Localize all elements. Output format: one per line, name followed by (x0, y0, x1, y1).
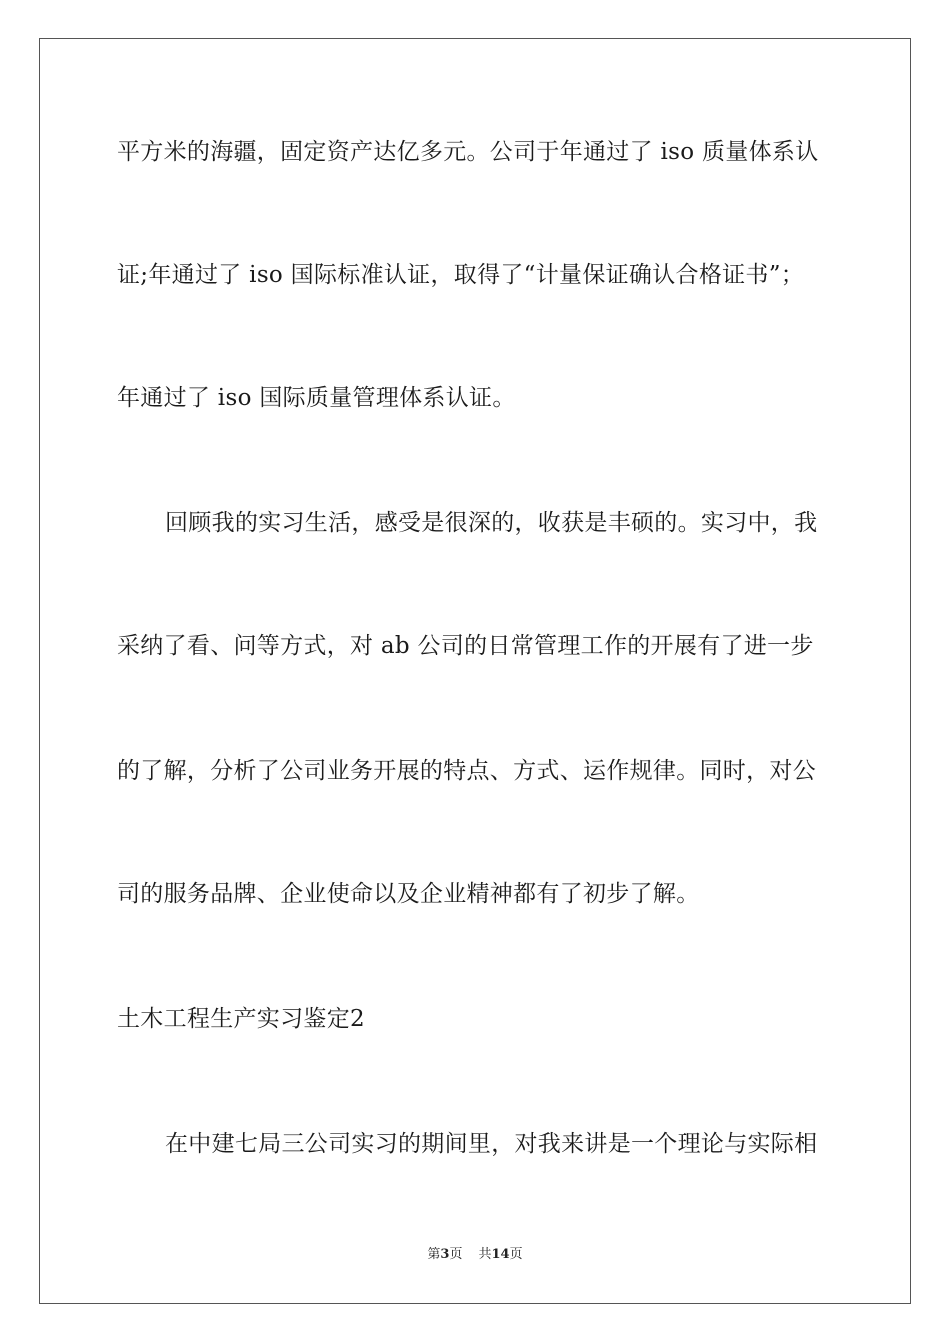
section-heading: 土木工程生产实习鉴定2 (117, 1006, 365, 1032)
total-pages: 14 (491, 1247, 510, 1262)
total-prefix: 共 (478, 1247, 492, 1262)
page-number: 3 (440, 1247, 450, 1262)
body-text-line: 证;年通过了 iso 国际标准认证，取得了“计量保证确认合格证书”； (117, 262, 805, 288)
page-suffix: 页 (449, 1247, 463, 1262)
body-text-line: 平方米的海疆，固定资产达亿多元。公司于年通过了 iso 质量体系认 (117, 139, 819, 165)
page-footer (0, 1247, 950, 1263)
page-prefix: 第 (427, 1247, 441, 1262)
paragraph-first-line: 回顾我的实习生活，感受是很深的，收获是丰硕的。实习中，我 (165, 510, 818, 536)
body-text-line: 司的服务品牌、企业使命以及企业精神都有了初步了解。 (117, 881, 700, 907)
page-border (39, 38, 911, 1304)
total-suffix: 页 (509, 1247, 523, 1262)
body-text-line: 年通过了 iso 国际质量管理体系认证。 (117, 385, 516, 411)
body-text-line: 的了解，分析了公司业务开展的特点、方式、运作规律。同时，对公 (117, 758, 816, 784)
body-text-line: 采纳了看、问等方式，对 ab 公司的日常管理工作的开展有了进一步 (117, 633, 814, 659)
paragraph-first-line: 在中建七局三公司实习的期间里，对我来讲是一个理论与实际相 (165, 1131, 818, 1157)
